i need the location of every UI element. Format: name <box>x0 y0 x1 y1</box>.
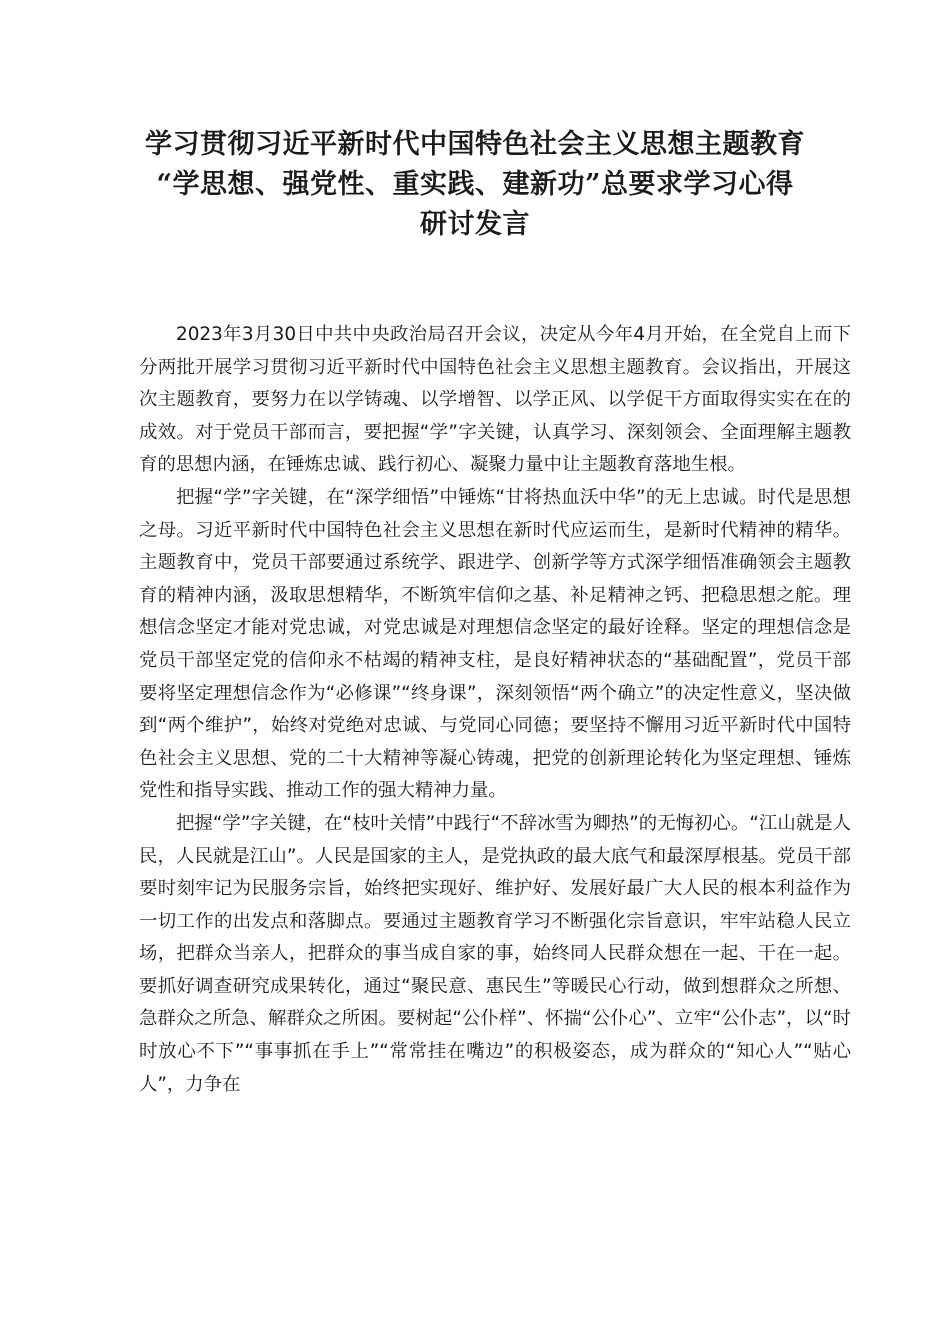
title-line-2: “学思想、强党性、重实践、建新功”总要求学习心得 <box>156 169 794 200</box>
paragraph-loyalty: 把握“学”字关键，在“深学细悟”中锤炼“甘将热血沃中华”的无上忠诚。时代是思想之母。习近平新时代中国特色社会主义思想在新时代应运而生，是新时代精神的精华。主题教育中，党员干部要通过系统学、跟进学、创新学等方式深学细悟准确领会主题教育的精神内涵，汲取思想精华，不断筑牢信仰之基、补足精神之钙、把稳思想之舵。理想信念坚定才能对党忠诚，对党忠诚是对理想信念坚定的最好诠释。坚定的理想信念是党员干部坚定党的信仰永不枯竭的精神支柱，是良好精神状态的“基础配置”，党员干部要将坚定理想信念作为“必修课”“终身课”，深刻领悟“两个确立”的决定性意义，坚决做到“两个维护”，始终对党绝对忠诚、与党同心同德；要坚持不懈用习近平新时代中国特色社会主义思想、党的二十大精神等凝心铸魂，把党的创新理论转化为坚定理想、锤炼党性和指导实践、推动工作的强大精神力量。 <box>139 486 851 802</box>
paragraph-original-aspiration: 把握“学”字关键，在“枝叶关情”中践行“不辞冰雪为卿热”的无悔初心。“江山就是人民，人民就是江山”。人民是国家的主人，是党执政的最大底气和最深厚根基。党员干部要时刻牢记为民服务宗旨，始终把实现好、维护好、发展好最广大人民的根本利益作为一切工作的出发点和落脚点。要通过主题教育学习不断强化宗旨意识，牢牢站稳人民立场，把群众当亲人，把群众的事当成自家的事，始终同人民群众想在一起、干在一起。要抓好调查研究成果转化，通过“聚民意、惠民生”等暖民心行动，做到想群众之所想、急群众之所急、解群众之所困。要树起“公仆样”、怀揣“公仆心”、立牢“公仆志”，以“时时放心不下”“事事抓在手上”“常常挂在嘴边”的积极姿态，成为群众的“知心人”“贴心人”，力争在 <box>139 812 851 1095</box>
title-line-3: 研讨发言 <box>420 209 530 240</box>
document-title <box>120 125 830 245</box>
title-line-1: 学习贯彻习近平新时代中国特色社会主义思想主题教育 <box>145 129 805 160</box>
document-body <box>139 319 851 1101</box>
paragraph-intro: 2023年3月30日中共中央政治局召开会议，决定从今年4月开始，在全党自上而下分两批开展学习贯彻习近平新时代中国特色社会主义思想主题教育。会议指出，开展这次主题教育，要努力在以学铸魂、以学增智、以学正风、以学促干方面取得实实在在的成效。对于党员干部而言，要把握“学”字关键，认真学习、深刻领会、全面理解主题教育的思想内涵，在锤炼忠诚、践行初心、凝聚力量中让主题教育落地生根。 <box>139 324 851 476</box>
